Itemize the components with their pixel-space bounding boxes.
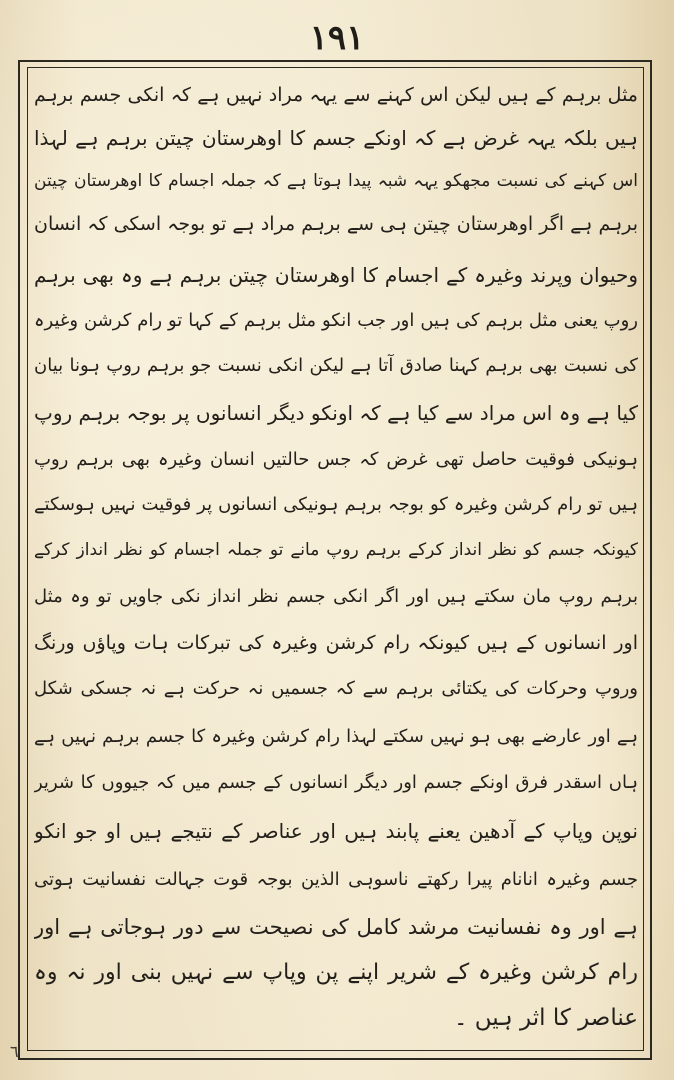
corner-mark: ٦: [10, 1042, 19, 1061]
text-line-9: ہونیکی فوقیت حاصل تھی غرض کہ جس حالتیں انسان وغیرہ بھی برہم روپ: [34, 449, 638, 470]
text-line-11: کیونکہ جسم کو نظر انداز کرکے برہم روپ مانے تو جملہ اجسام کو نظر انداز کرکے: [34, 540, 638, 560]
text-line-16: ہاں اسقدر فرق اونکے جسم اور دیگر انسانوں کے جسم میں کہ جیووں کا شریر: [34, 772, 638, 793]
text-line-7: کی نسبت بھی برہم کہنا صادق آتا ہے لیکن انکی نسبت جو برہم روپ ہونا بیان: [34, 355, 638, 376]
text-line-20: رام کرشن وغیرہ کے شریر اپنے پن وپاپ سے نہیں بنی اور نہ وہ: [34, 960, 638, 985]
text-line-3: اس کہنے کی نسبت مجھکو یہہ شبہ پیدا ہوتا ہے کہ جملہ اجسام کا اوھرستان چیتن: [34, 171, 638, 191]
text-line-17: نوپن وپاپ کے آدھین یعنے پابند ہیں اور عناصر کے نتیجے ہیں او جو انکو: [34, 819, 638, 843]
text-line-14: وروپ وحرکات کی یکتائی برہم سے کہ جسمیں نہ حرکت ہے نہ جسکی شکل: [34, 678, 638, 699]
text-line-4: برہم ہے اگر اوھرستان چیتن ہی سے برہم مراد ہے تو بوجہ اسکی کہ انسان: [34, 213, 638, 235]
text-line-12: برہم روپ مان سکتے ہیں اور اگر انکی جسم نظر انداز نکی جاویں تو وہ مثل: [34, 586, 638, 607]
text-line-18: جسم وغیرہ انانام پیرا رکھتے ناسوہی الذین بوجہ قوت جہالت نفسانیت ہوتی: [34, 869, 638, 890]
text-line-2: ہیں بلکہ یہہ غرض ہے کہ اونکے جسم کا اوھرستان چیتن برہم ہے لہذا: [34, 126, 638, 150]
body-text: [34, 74, 638, 1044]
text-line-21: عناصر کا اثر ہیں ۔: [454, 1005, 638, 1031]
text-line-15: ہے اور عارضے بھی ہو نہیں سکتے لہذا رام کرشن وغیرہ کا جسم برہم نہیں ہے: [34, 726, 638, 747]
text-line-1: مثل برہم کے ہیں لیکن اس کہنے سے یہہ مراد نہیں ہے کہ انکی جسم برہم: [34, 84, 638, 106]
text-line-5: وحیوان وپرند وغیرہ کے اجسام کا اوھرستان چیتن برہم ہے وہ بھی برہم: [34, 263, 638, 287]
text-line-19: ہے اور وہ نفسانیت مرشد کامل کی نصیحت سے دور ہوجاتی ہے اور: [34, 915, 638, 939]
page-number: ۱۹۱: [309, 18, 365, 58]
text-line-10: ہیں تو رام کرشن وغیرہ کو بوجہ برہم ہونیکی انسانوں پر فوقیت نہیں ہوسکتے: [34, 494, 638, 515]
text-line-13: اور انسانوں کے ہیں کیونکہ رام کرشن وغیرہ کی تبرکات ہات وپاؤں ورنگ: [34, 632, 638, 654]
text-line-8: کیا ہے وہ اس مراد سے کیا ہے کہ اونکو دیگر انسانوں پر بوجہ برہم روپ: [34, 401, 638, 425]
text-line-6: روپ یعنی مثل برہم کی ہیں اور جب انکو مثل برہم کے کہا تو رام کرشن وغیرہ: [34, 310, 638, 331]
